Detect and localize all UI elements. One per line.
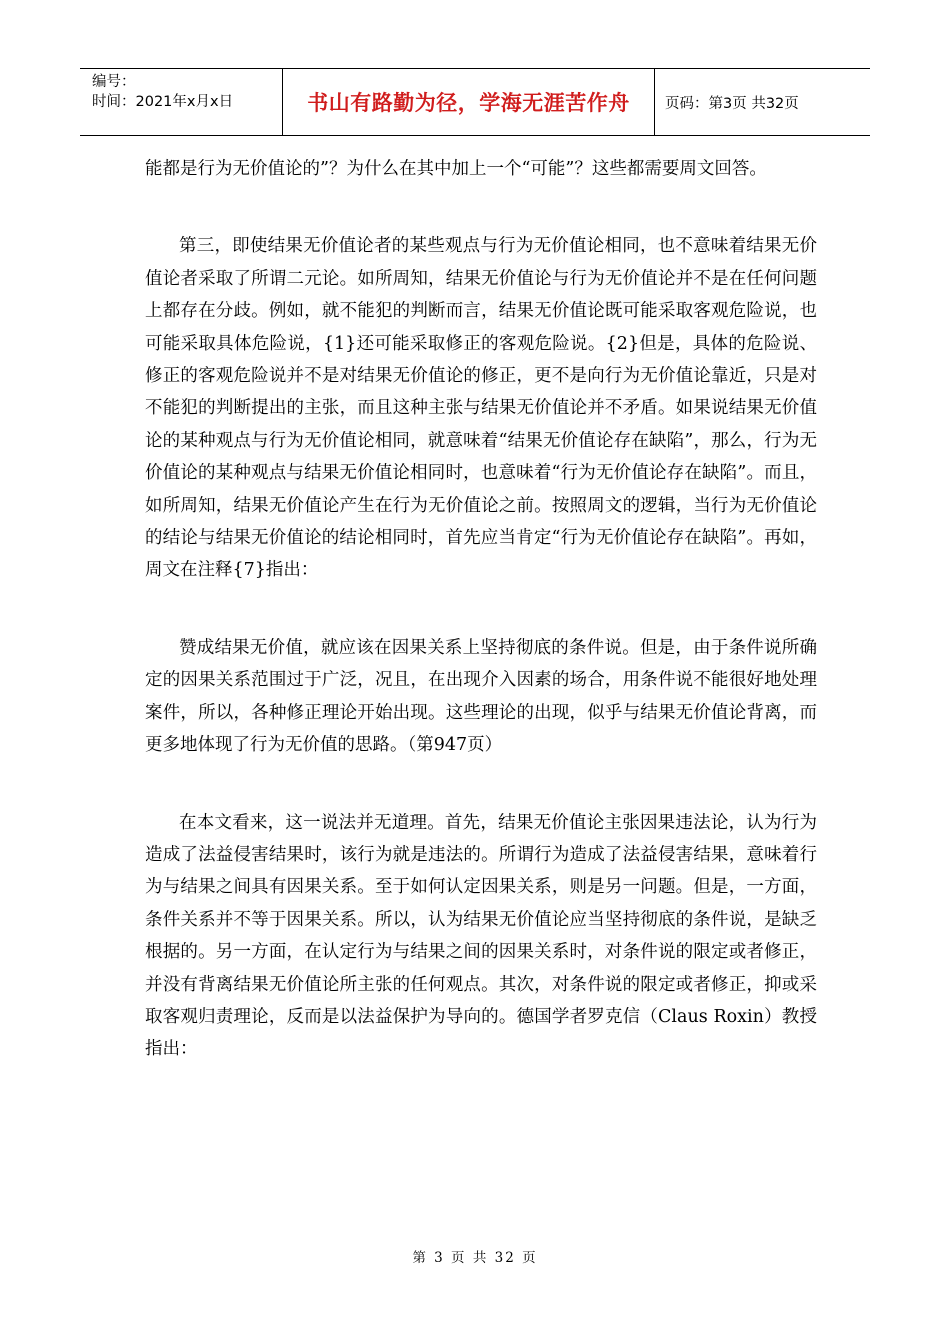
paragraph-continuation: 能都是行为无价值论的”？为什么在其中加上一个“可能”？这些都需要周文回答。 [145, 159, 767, 179]
page-header [80, 68, 870, 136]
header-meta [80, 69, 283, 135]
paragraph-response: 在本文看来，这一说法并无道理。首先，结果无价值论主张因果违法论，认为行为造成了法益侵害结果时，该行为就是违法的。所谓行为造成了法益侵害结果，意味着行为与结果之间具有因果关系。至于如何认定因果关系，则是另一问题。但是，一方面，条件关系并不等于因果关系。所以，认为结果无价值论应当坚持彻底的条件说，是缺乏根据的。另一方面，在认定行为与结果之间的因果关系时，对条件说的限定或者修正，并没有背离结果无价值论所主张的任何观点。其次，对条件说的限定或者修正，抑或采取客观归责理论，反而是以法益保护为导向的。德国学者罗克信（Claus Roxin）教授指出： [145, 812, 817, 1060]
paragraph-quotation: 赞成结果无价值，就应该在因果关系上坚持彻底的条件说。但是，由于条件说所确定的因果关系范围过于广泛，况且，在出现介入因素的场合，用条件说不能很好地处理案件，所以，各种修正理论开始出现。这些理论的出现，似乎与结果无价值论背离，而更多地体现了行为无价值的思路。（第947页） [145, 637, 817, 756]
page-footer: 第 3 页 共 32 页 [412, 1250, 538, 1266]
header-page-label: 页码：第3页 共32页 [665, 95, 799, 112]
paragraph-third-point: 第三，即使结果无价值论者的某些观点与行为无价值论相同，也不意味着结果无价值论者采取了所谓二元论。如所周知，结果无价值论与行为无价值论并不是在任何问题上都存在分歧。例如，就不能犯的判断而言，结果无价值论既可能采取客观危险说，也可能采取具体危险说，{1}还可能采取修正的客观危险说。{2}但是，具体的危险说、修正的客观危险说并不是对结果无价值论的修正，更不是向行为无价值论靠近，只是对不能犯的判断提出的主张，而且这种主张与结果无价值论并不矛盾。如果说结果无价值论的某种观点与行为无价值论相同，就意味着“结果无价值论存在缺陷”，那么，行为无价值论的某种观点与结果无价值论相同时，也意味着“行为无价值论存在缺陷”。而且，如所周知，结果无价值论产生在行为无价值论之前。按照周文的逻辑，当行为无价值论的结论与结果无价值论的结论相同时，首先应当肯定“行为无价值论存在缺陷”。再如，周文在注释{7}指出： [145, 236, 817, 581]
paragraph-gap [145, 185, 817, 230]
document-number-label: 编号： [92, 74, 136, 90]
header-motto-cell [283, 69, 655, 135]
header-motto: 书山有路勤为径，学海无涯苦作舟 [307, 91, 630, 115]
paragraph-gap [145, 762, 817, 807]
document-date-label: 时间：2021年x月x日 [92, 94, 234, 110]
header-page-cell [655, 69, 870, 135]
paragraph-gap [145, 587, 817, 632]
document-body [145, 153, 817, 1066]
